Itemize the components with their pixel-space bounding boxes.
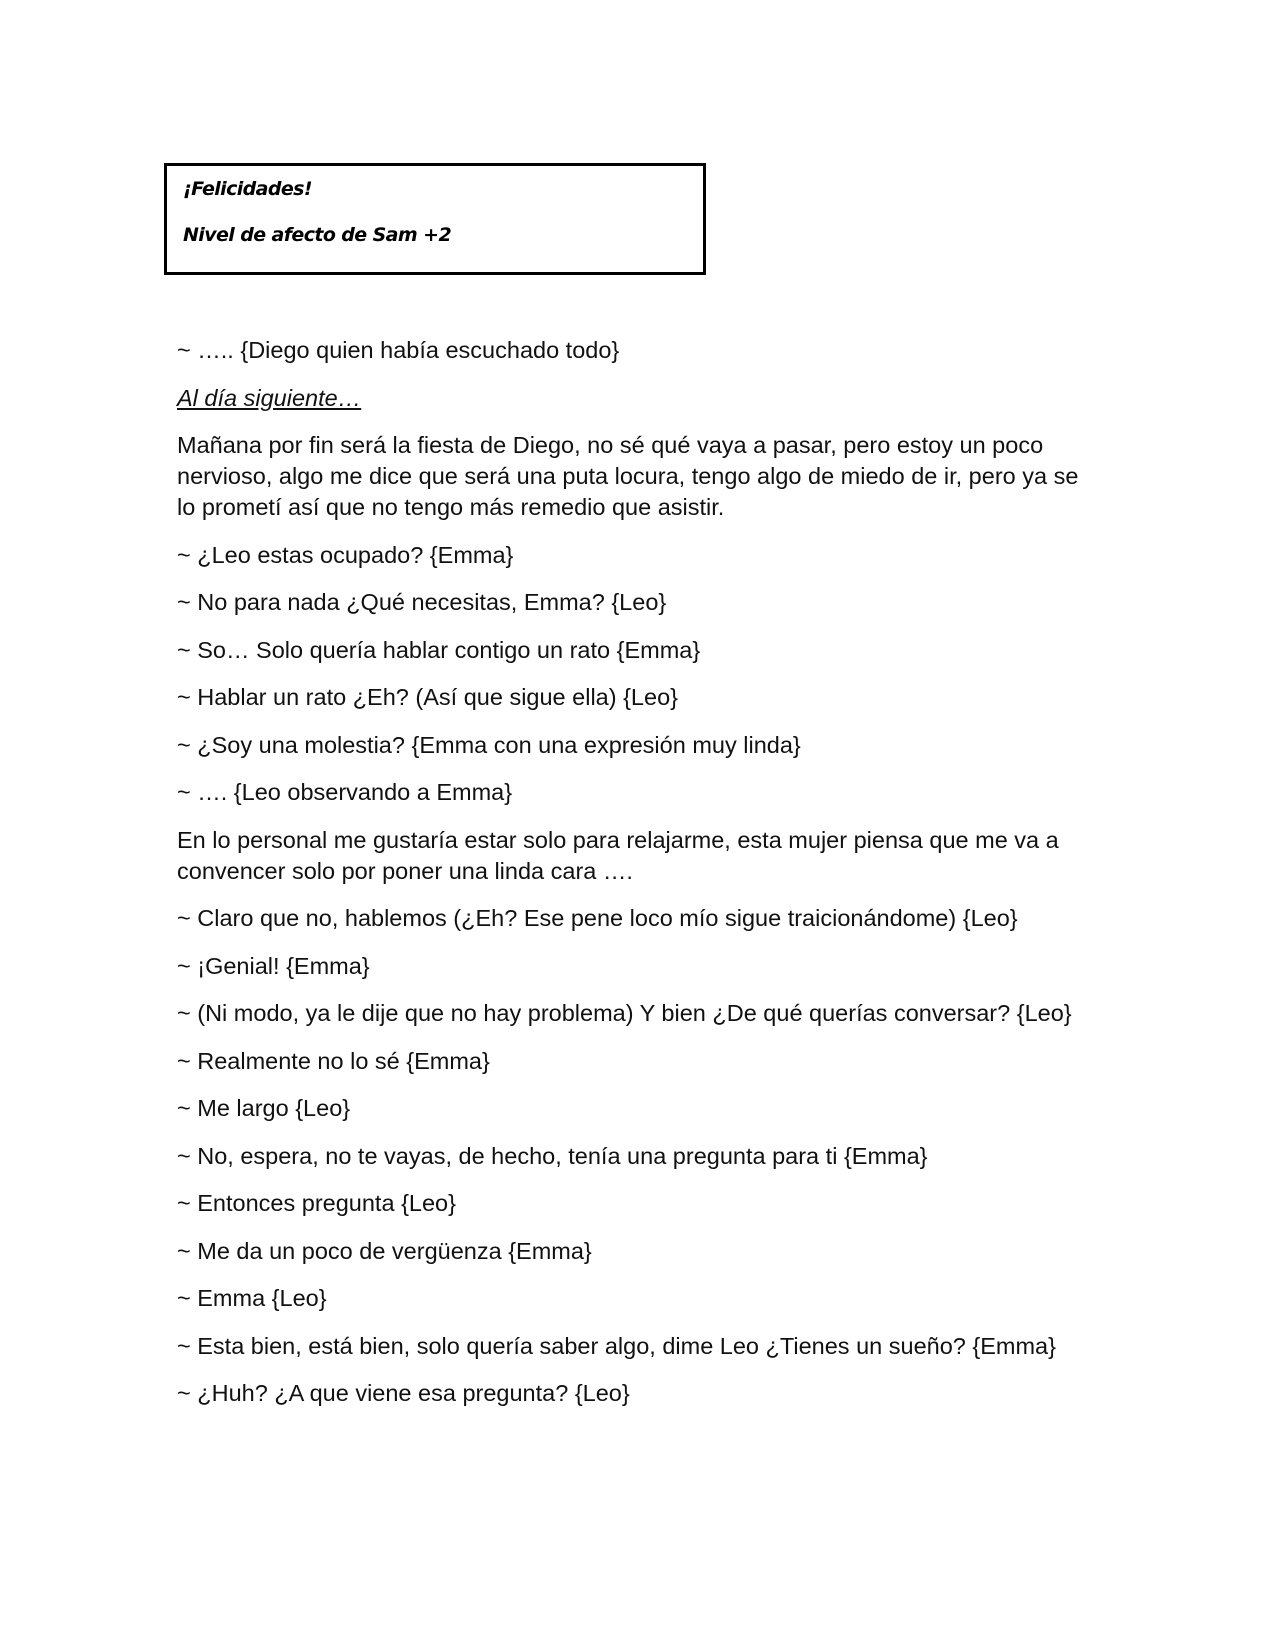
- narration-paragraph: En lo personal me gustaría estar solo para relajarme, esta mujer piensa que me va a convencer solo por poner una linda cara ….: [177, 826, 1059, 884]
- dialogue-line: ~ Emma {Leo}: [177, 1285, 327, 1311]
- dialogue-line: ~ Esta bien, está bien, solo quería saber algo, dime Leo ¿Tienes un sueño? {Emma}: [177, 1332, 1056, 1359]
- dialogue-line: ~ No, espera, no te vayas, de hecho, tenía una pregunta para ti {Emma}: [177, 1142, 928, 1169]
- notice-title: ¡Felicidades!: [183, 178, 312, 200]
- dialogue-line: ~ (Ni modo, ya le dije que no hay problema) Y bien ¿De qué querías conversar? {Leo}: [177, 1000, 1072, 1026]
- dialogue-line: ~ ¿Huh? ¿A que viene esa pregunta? {Leo}: [177, 1380, 630, 1406]
- dialogue-line: ~ No para nada ¿Qué necesitas, Emma? {Leo}: [177, 589, 667, 615]
- dialogue-line: ~ Hablar un rato ¿Eh? (Así que sigue ella) {Leo}: [177, 684, 678, 710]
- dialogue-line: ~ Me da un poco de vergüenza {Emma}: [177, 1237, 592, 1264]
- section-heading: Al día siguiente…: [177, 384, 362, 411]
- dialogue-line: ~ So… Solo quería hablar contigo un rato {Emma}: [177, 636, 701, 663]
- narration-paragraph: Mañana por fin será la fiesta de Diego, no sé qué vaya a pasar, pero estoy un poco nervioso, algo me dice que será una puta locura, tengo algo de miedo de ir, pero ya se lo prometí así que no tengo más remedio que asistir.: [177, 432, 1079, 520]
- dialogue-line: ~ Realmente no lo sé {Emma}: [177, 1047, 490, 1074]
- affection-notice-box: [164, 163, 706, 275]
- dialogue-line: ~ ¿Soy una molestia? {Emma con una expresión muy linda}: [177, 731, 801, 758]
- notice-message: Nivel de afecto de Sam +2: [183, 224, 452, 246]
- dialogue-line: ~ ¡Genial! {Emma}: [177, 952, 370, 979]
- dialogue-line: ~ Me largo {Leo}: [177, 1095, 351, 1121]
- dialogue-line: ~ ….. {Diego quien había escuchado todo}: [177, 337, 620, 363]
- dialogue-line: ~ …. {Leo observando a Emma}: [177, 779, 513, 805]
- dialogue-line: ~ ¿Leo estas ocupado? {Emma}: [177, 541, 514, 568]
- story-text: [177, 335, 1102, 1426]
- dialogue-line: ~ Claro que no, hablemos (¿Eh? Ese pene loco mío sigue traicionándome) {Leo}: [177, 905, 1018, 931]
- dialogue-line: ~ Entonces pregunta {Leo}: [177, 1190, 456, 1216]
